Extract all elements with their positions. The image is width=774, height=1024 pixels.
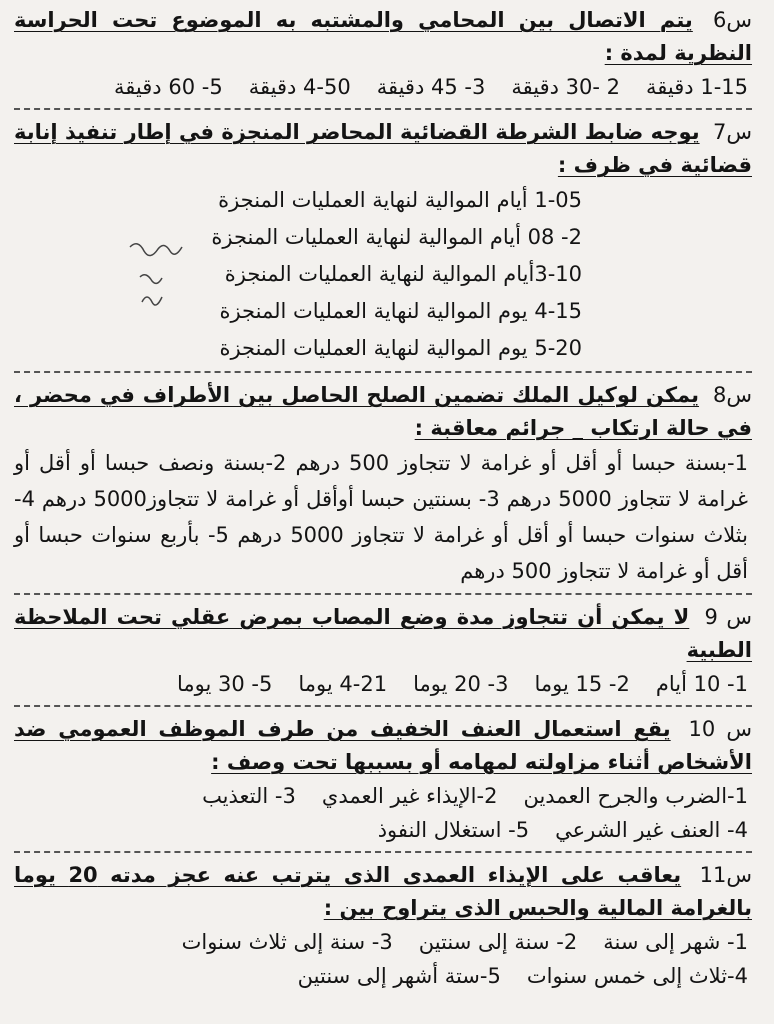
option-item: 3- 45 دقيقة: [376, 75, 486, 99]
option-item: 4- العنف غير الشرعي: [555, 818, 748, 842]
option-item: 1-الضرب والجرح العمدين: [523, 784, 748, 808]
question-8-number: س8: [713, 383, 753, 407]
question-8-options: 1-بسنة حبسا أو أقل أو غرامة لا تتجاوز 500 درهم 2-بسنة ونصف حبسا أو أقل أو غرامة لا تتجاوز 5000 درهم 3- بسنتين حبسا أوأقل أو غرامة لا تتجاوز5000 درهم 4- بثلاث سنوات حبسا أو أقل أو غرامة لا تتجاوز 5000 درهم 5- بأربع سنوات حبسا أو أقل أو غرامة لا تتجاوز 500 درهم: [14, 451, 748, 583]
option-item: 4-21 يوما: [298, 672, 388, 696]
question-11-text: يعاقب على الإيذاء العمدى الذى يترتب عنه عجز مدته 20 يوما بالغرامة المالية والحبس الذى يتراوح بين :: [14, 863, 752, 920]
question-10-header: [14, 713, 752, 779]
option-item: 1- شهر إلى سنة: [603, 930, 748, 954]
question-6-text: يتم الاتصال بين المحامي والمشتبه به الموضوع تحت الحراسة النظرية لمدة :: [14, 8, 752, 65]
option-item: 2-الإيذاء غير العمدي: [321, 784, 498, 808]
section-divider: [14, 108, 752, 110]
question-10-options: [14, 779, 752, 813]
question-6-number: س6: [713, 8, 753, 32]
option-item: 5-20 يوم الموالية لنهاية العمليات المنجزة: [219, 336, 582, 360]
option-item: 1- 10 أيام: [655, 672, 748, 696]
question-8: [14, 379, 752, 589]
question-10-text: يقع استعمال العنف الخفيف من طرف الموظف العمومي ضد الأشخاص أثناء مزاولته لمهامه أو بسببها تحت وصف :: [14, 717, 752, 774]
question-9-header: [14, 601, 752, 667]
option-item: 2- سنة إلى سنتين: [418, 930, 578, 954]
option-item: 4-ثلاث إلى خمس سنوات: [526, 964, 748, 988]
option-item: 1-15 دقيقة: [646, 75, 748, 99]
option-item: 2 -30 دقيقة: [511, 75, 621, 99]
question-8-text: يمكن لوكيل الملك تضمين الصلح الحاصل بين الأطراف في محضر ، في حالة ارتكاب _ جرائم معاقبة :: [14, 383, 752, 440]
option-item: 5- 30 يوما: [177, 672, 273, 696]
option-item: 5-ستة أشهر إلى سنتين: [297, 964, 501, 988]
question-6-options: [14, 70, 752, 104]
section-divider: [14, 851, 752, 853]
question-11: [14, 859, 752, 993]
question-10: [14, 713, 752, 847]
option-item: 3- التعذيب: [202, 784, 296, 808]
section-divider: [14, 593, 752, 595]
option-item: 2- 15 يوما: [534, 672, 630, 696]
option-item: 1-05 أيام الموالية لنهاية العمليات المنجزة: [218, 188, 582, 212]
question-8-header: [14, 379, 752, 445]
question-6: [14, 4, 752, 104]
question-7-header: [14, 116, 752, 182]
question-7-text: يوجه ضابط الشرطة القضائية المحاضر المنجزة في إطار تنفيذ إنابة قضائية في ظرف :: [14, 120, 752, 177]
question-9-options: [14, 667, 752, 701]
option-item: 3-10أيام الموالية لنهاية العمليات المنجزة: [224, 262, 582, 286]
question-6-header: [14, 4, 752, 70]
option-item: 2- 08 أيام الموالية لنهاية العمليات المنجزة: [211, 225, 582, 249]
question-11-number: س11: [699, 863, 753, 887]
question-9: [14, 601, 752, 701]
option-item: 3- سنة إلى ثلاث سنوات: [181, 930, 393, 954]
option-item: 3- 20 يوما: [413, 672, 509, 696]
option-item: 4-15 يوم الموالية لنهاية العمليات المنجزة: [219, 299, 582, 323]
section-divider: [14, 371, 752, 373]
option-item: 4-50 دقيقة: [248, 75, 351, 99]
question-10-options-row-2: [14, 813, 752, 847]
question-11-options: [14, 925, 752, 959]
section-divider: [14, 705, 752, 707]
question-10-number: س 10: [688, 717, 752, 741]
question-7-number: س7: [713, 120, 753, 144]
question-9-number: س 9: [704, 605, 752, 629]
handwritten-scribble: [120, 232, 200, 322]
question-11-options-row-2: [14, 959, 752, 993]
option-item: 5- استغلال النفوذ: [377, 818, 530, 842]
question-11-header: [14, 859, 752, 925]
option-item: 5- 60 دقيقة: [114, 75, 223, 99]
question-9-text: لا يمكن أن تتجاوز مدة وضع المصاب بمرض عقلي تحت الملاحظة الطبية: [14, 605, 752, 662]
